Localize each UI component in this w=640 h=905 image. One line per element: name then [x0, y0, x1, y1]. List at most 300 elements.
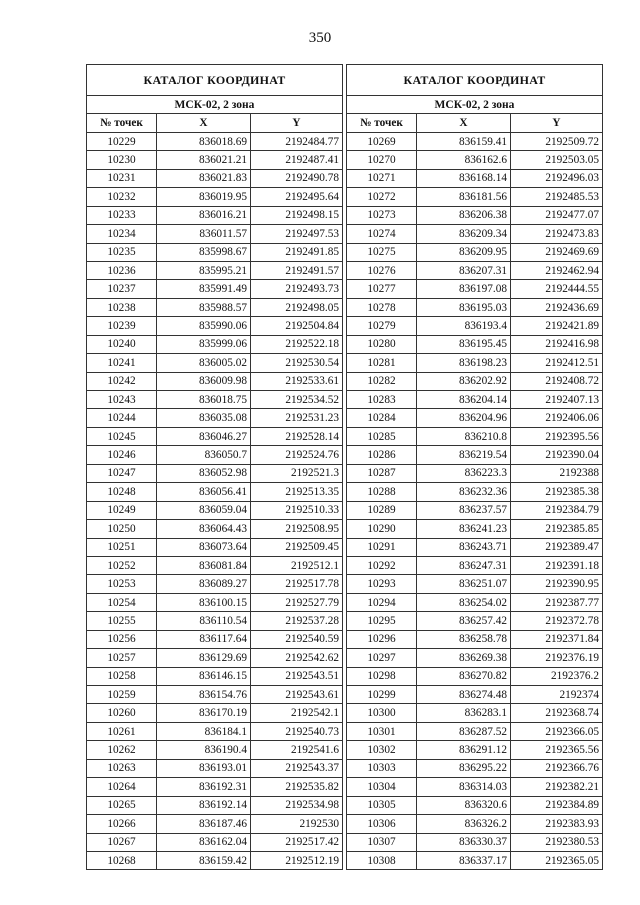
coord-y: 2192543.51	[251, 667, 343, 685]
coord-x: 836287.52	[417, 722, 511, 740]
coord-x: 836170.19	[157, 704, 251, 722]
coord-y: 2192533.61	[251, 372, 343, 390]
coord-y: 2192387.77	[511, 593, 603, 611]
table-row	[347, 593, 603, 611]
point-number: 10235	[87, 243, 157, 261]
point-number: 10245	[87, 427, 157, 445]
coord-y: 2192509.72	[511, 132, 603, 150]
coord-y: 2192380.53	[511, 833, 603, 851]
coord-y: 2192534.52	[251, 391, 343, 409]
table-row	[347, 132, 603, 150]
table-row	[87, 778, 343, 796]
coord-x: 836192.14	[157, 796, 251, 814]
coord-x: 836295.22	[417, 759, 511, 777]
point-number: 10279	[347, 317, 417, 335]
catalog-table-left	[86, 64, 343, 870]
coord-y: 2192376.19	[511, 649, 603, 667]
point-number: 10269	[347, 132, 417, 150]
point-number: 10268	[87, 851, 157, 869]
coord-x: 836168.14	[417, 169, 511, 187]
point-number: 10257	[87, 649, 157, 667]
coord-y: 2192365.56	[511, 741, 603, 759]
table-row	[347, 335, 603, 353]
coord-y: 2192527.79	[251, 593, 343, 611]
point-number: 10294	[347, 593, 417, 611]
coord-y: 2192530	[251, 815, 343, 833]
table-row	[87, 188, 343, 206]
coord-x: 836187.46	[157, 815, 251, 833]
point-number: 10242	[87, 372, 157, 390]
point-number: 10283	[347, 391, 417, 409]
coord-y: 2192406.06	[511, 409, 603, 427]
coord-x: 836223.3	[417, 464, 511, 482]
coord-y: 2192366.05	[511, 722, 603, 740]
coord-y: 2192491.57	[251, 261, 343, 279]
coord-y: 2192416.98	[511, 335, 603, 353]
coord-x: 836326.2	[417, 815, 511, 833]
coord-y: 2192491.85	[251, 243, 343, 261]
col-header-x: X	[417, 114, 511, 132]
table-row	[87, 759, 343, 777]
table-row	[87, 335, 343, 353]
table-row	[347, 815, 603, 833]
coord-x: 836251.07	[417, 575, 511, 593]
point-number: 10246	[87, 446, 157, 464]
coord-x: 836100.15	[157, 593, 251, 611]
zone-label: МСК-02, 2 зона	[347, 96, 603, 114]
table-row	[87, 741, 343, 759]
table-row	[347, 575, 603, 593]
table-row	[87, 593, 343, 611]
col-header-num: № точек	[87, 114, 157, 132]
table-row	[347, 556, 603, 574]
point-number: 10232	[87, 188, 157, 206]
table-row	[347, 851, 603, 869]
coord-y: 2192508.95	[251, 520, 343, 538]
coord-y: 2192517.78	[251, 575, 343, 593]
point-number: 10275	[347, 243, 417, 261]
coord-x: 836081.84	[157, 556, 251, 574]
coord-x: 836219.54	[417, 446, 511, 464]
coord-y: 2192484.77	[251, 132, 343, 150]
table-row	[347, 686, 603, 704]
table-row	[347, 520, 603, 538]
table-row	[87, 372, 343, 390]
coord-y: 2192503.05	[511, 151, 603, 169]
point-number: 10233	[87, 206, 157, 224]
catalog-title: КАТАЛОГ КООРДИНАТ	[87, 65, 343, 96]
coord-y: 2192496.03	[511, 169, 603, 187]
coord-y: 2192535.82	[251, 778, 343, 796]
point-number: 10231	[87, 169, 157, 187]
coord-x: 836241.23	[417, 520, 511, 538]
point-number: 10259	[87, 686, 157, 704]
point-number: 10251	[87, 538, 157, 556]
coord-x: 836050.7	[157, 446, 251, 464]
point-number: 10270	[347, 151, 417, 169]
coord-y: 2192521.3	[251, 464, 343, 482]
catalog-table-right	[346, 64, 603, 870]
coord-y: 2192436.69	[511, 298, 603, 316]
table-row	[87, 132, 343, 150]
coord-y: 2192421.89	[511, 317, 603, 335]
table-row	[87, 612, 343, 630]
table-row	[87, 667, 343, 685]
table-row	[87, 483, 343, 501]
coord-x: 836270.82	[417, 667, 511, 685]
coord-y: 2192541.6	[251, 741, 343, 759]
table-row	[87, 851, 343, 869]
table-row	[347, 280, 603, 298]
table-row	[347, 206, 603, 224]
coord-x: 836154.76	[157, 686, 251, 704]
coord-y: 2192390.95	[511, 575, 603, 593]
coord-x: 836320.6	[417, 796, 511, 814]
point-number: 10264	[87, 778, 157, 796]
coord-x: 836073.64	[157, 538, 251, 556]
table-row	[87, 261, 343, 279]
table-row	[347, 317, 603, 335]
coord-x: 836237.57	[417, 501, 511, 519]
coord-y: 2192444.55	[511, 280, 603, 298]
table-row	[347, 667, 603, 685]
catalog-title: КАТАЛОГ КООРДИНАТ	[347, 65, 603, 96]
table-row	[347, 796, 603, 814]
coord-x: 836202.92	[417, 372, 511, 390]
coord-y: 2192517.42	[251, 833, 343, 851]
coord-x: 836254.02	[417, 593, 511, 611]
point-number: 10288	[347, 483, 417, 501]
coord-y: 2192368.74	[511, 704, 603, 722]
point-number: 10250	[87, 520, 157, 538]
coord-x: 836209.34	[417, 225, 511, 243]
table-row	[87, 427, 343, 445]
point-number: 10289	[347, 501, 417, 519]
point-number: 10261	[87, 722, 157, 740]
coord-y: 2192528.14	[251, 427, 343, 445]
point-number: 10305	[347, 796, 417, 814]
coord-y: 2192485.53	[511, 188, 603, 206]
coord-x: 836291.12	[417, 741, 511, 759]
coord-x: 835988.57	[157, 298, 251, 316]
table-row	[347, 612, 603, 630]
table-row	[87, 409, 343, 427]
coord-y: 2192498.15	[251, 206, 343, 224]
coord-x: 836159.42	[157, 851, 251, 869]
table-body-right	[347, 132, 603, 870]
point-number: 10297	[347, 649, 417, 667]
table-row	[347, 151, 603, 169]
coord-y: 2192524.76	[251, 446, 343, 464]
coord-x: 836018.75	[157, 391, 251, 409]
table-row	[87, 151, 343, 169]
coord-x: 836269.38	[417, 649, 511, 667]
coord-y: 2192412.51	[511, 354, 603, 372]
point-number: 10234	[87, 225, 157, 243]
table-row	[347, 243, 603, 261]
point-number: 10307	[347, 833, 417, 851]
point-number: 10301	[347, 722, 417, 740]
point-number: 10229	[87, 132, 157, 150]
coord-y: 2192497.53	[251, 225, 343, 243]
table-row	[87, 686, 343, 704]
coord-x: 836198.23	[417, 354, 511, 372]
point-number: 10299	[347, 686, 417, 704]
coord-y: 2192542.1	[251, 704, 343, 722]
coord-x: 836232.36	[417, 483, 511, 501]
point-number: 10240	[87, 335, 157, 353]
coord-x: 836192.31	[157, 778, 251, 796]
coord-x: 836129.69	[157, 649, 251, 667]
coord-y: 2192382.21	[511, 778, 603, 796]
table-row	[87, 520, 343, 538]
point-number: 10249	[87, 501, 157, 519]
table-row	[87, 796, 343, 814]
coord-x: 836009.98	[157, 372, 251, 390]
coord-x: 836195.45	[417, 335, 511, 353]
col-header-num: № точек	[347, 114, 417, 132]
coord-x: 836193.01	[157, 759, 251, 777]
coord-x: 836210.8	[417, 427, 511, 445]
point-number: 10262	[87, 741, 157, 759]
coord-x: 836021.83	[157, 169, 251, 187]
table-row	[347, 501, 603, 519]
coord-y: 2192510.33	[251, 501, 343, 519]
coord-y: 2192498.05	[251, 298, 343, 316]
coord-x: 835991.49	[157, 280, 251, 298]
point-number: 10298	[347, 667, 417, 685]
point-number: 10291	[347, 538, 417, 556]
table-row	[87, 649, 343, 667]
coord-y: 2192384.79	[511, 501, 603, 519]
table-row	[87, 298, 343, 316]
point-number: 10255	[87, 612, 157, 630]
table-body-left	[87, 132, 343, 870]
table-row	[87, 630, 343, 648]
point-number: 10285	[347, 427, 417, 445]
table-row	[87, 464, 343, 482]
point-number: 10252	[87, 556, 157, 574]
table-row	[347, 722, 603, 740]
coord-y: 2192504.84	[251, 317, 343, 335]
point-number: 10287	[347, 464, 417, 482]
point-number: 10284	[347, 409, 417, 427]
coord-y: 2192391.18	[511, 556, 603, 574]
coord-y: 2192490.78	[251, 169, 343, 187]
table-row	[87, 704, 343, 722]
coord-x: 836207.31	[417, 261, 511, 279]
point-number: 10256	[87, 630, 157, 648]
point-number: 10238	[87, 298, 157, 316]
coord-x: 836064.43	[157, 520, 251, 538]
point-number: 10253	[87, 575, 157, 593]
table-row	[87, 446, 343, 464]
coord-x: 836258.78	[417, 630, 511, 648]
table-row	[87, 501, 343, 519]
coord-y: 2192493.73	[251, 280, 343, 298]
point-number: 10272	[347, 188, 417, 206]
coord-y: 2192469.69	[511, 243, 603, 261]
point-number: 10254	[87, 593, 157, 611]
coord-x: 836184.1	[157, 722, 251, 740]
coord-x: 836110.54	[157, 612, 251, 630]
coord-x: 836204.96	[417, 409, 511, 427]
coord-y: 2192389.47	[511, 538, 603, 556]
table-row	[87, 243, 343, 261]
point-number: 10300	[347, 704, 417, 722]
table-row	[347, 538, 603, 556]
coord-y: 2192385.38	[511, 483, 603, 501]
coord-y: 2192512.19	[251, 851, 343, 869]
table-row	[87, 556, 343, 574]
coord-x: 836059.04	[157, 501, 251, 519]
point-number: 10276	[347, 261, 417, 279]
coord-y: 2192540.59	[251, 630, 343, 648]
point-number: 10286	[347, 446, 417, 464]
coord-x: 836146.15	[157, 667, 251, 685]
coord-y: 2192473.83	[511, 225, 603, 243]
coord-x: 836159.41	[417, 132, 511, 150]
table-row	[347, 464, 603, 482]
table-row	[347, 833, 603, 851]
coord-x: 836021.21	[157, 151, 251, 169]
point-number: 10296	[347, 630, 417, 648]
coord-x: 836089.27	[157, 575, 251, 593]
table-row	[87, 722, 343, 740]
coord-y: 2192509.45	[251, 538, 343, 556]
point-number: 10292	[347, 556, 417, 574]
coord-x: 836330.37	[417, 833, 511, 851]
coord-x: 836052.98	[157, 464, 251, 482]
coord-x: 836283.1	[417, 704, 511, 722]
coord-y: 2192512.1	[251, 556, 343, 574]
coord-y: 2192530.54	[251, 354, 343, 372]
table-row	[87, 169, 343, 187]
point-number: 10282	[347, 372, 417, 390]
coord-y: 2192543.61	[251, 686, 343, 704]
table-row	[347, 649, 603, 667]
coord-x: 835995.21	[157, 261, 251, 279]
coord-x: 836204.14	[417, 391, 511, 409]
coord-y: 2192390.04	[511, 446, 603, 464]
point-number: 10266	[87, 815, 157, 833]
table-row	[87, 206, 343, 224]
table-row	[347, 741, 603, 759]
page-number: 350	[308, 30, 332, 46]
table-row	[347, 298, 603, 316]
coord-x: 836181.56	[417, 188, 511, 206]
table-row	[347, 446, 603, 464]
point-number: 10304	[347, 778, 417, 796]
table-row	[87, 317, 343, 335]
point-number: 10248	[87, 483, 157, 501]
coord-x: 836019.95	[157, 188, 251, 206]
point-number: 10239	[87, 317, 157, 335]
coord-y: 2192537.28	[251, 612, 343, 630]
coord-y: 2192495.64	[251, 188, 343, 206]
coord-x: 836018.69	[157, 132, 251, 150]
coord-x: 836247.31	[417, 556, 511, 574]
coord-y: 2192366.76	[511, 759, 603, 777]
point-number: 10247	[87, 464, 157, 482]
table-row	[347, 427, 603, 445]
coord-x: 836209.95	[417, 243, 511, 261]
table-row	[347, 225, 603, 243]
table-row	[87, 538, 343, 556]
coord-y: 2192376.2	[511, 667, 603, 685]
point-number: 10290	[347, 520, 417, 538]
point-number: 10230	[87, 151, 157, 169]
point-number: 10241	[87, 354, 157, 372]
point-number: 10302	[347, 741, 417, 759]
coord-y: 2192385.85	[511, 520, 603, 538]
coord-x: 835998.67	[157, 243, 251, 261]
coord-y: 2192542.62	[251, 649, 343, 667]
point-number: 10271	[347, 169, 417, 187]
coord-x: 836117.64	[157, 630, 251, 648]
coord-x: 836162.04	[157, 833, 251, 851]
coord-x: 836035.08	[157, 409, 251, 427]
point-number: 10267	[87, 833, 157, 851]
table-row	[87, 575, 343, 593]
coord-x: 836011.57	[157, 225, 251, 243]
point-number: 10243	[87, 391, 157, 409]
coord-x: 836016.21	[157, 206, 251, 224]
table-row	[87, 815, 343, 833]
coord-y: 2192371.84	[511, 630, 603, 648]
table-row	[347, 630, 603, 648]
table-row	[87, 833, 343, 851]
coord-x: 836190.4	[157, 741, 251, 759]
table-row	[87, 354, 343, 372]
point-number: 10260	[87, 704, 157, 722]
coord-x: 836162.6	[417, 151, 511, 169]
table-row	[347, 188, 603, 206]
col-header-y: Y	[251, 114, 343, 132]
point-number: 10295	[347, 612, 417, 630]
coord-x: 836193.4	[417, 317, 511, 335]
coord-y: 2192513.35	[251, 483, 343, 501]
point-number: 10265	[87, 796, 157, 814]
coord-y: 2192487.41	[251, 151, 343, 169]
table-row	[87, 225, 343, 243]
coord-x: 836195.03	[417, 298, 511, 316]
point-number: 10244	[87, 409, 157, 427]
point-number: 10278	[347, 298, 417, 316]
coord-y: 2192522.18	[251, 335, 343, 353]
table-row	[347, 759, 603, 777]
table-row	[347, 483, 603, 501]
point-number: 10303	[347, 759, 417, 777]
coord-x: 836274.48	[417, 686, 511, 704]
point-number: 10281	[347, 354, 417, 372]
point-number: 10308	[347, 851, 417, 869]
table-row	[347, 261, 603, 279]
coord-y: 2192534.98	[251, 796, 343, 814]
coord-x: 836056.41	[157, 483, 251, 501]
zone-label: МСК-02, 2 зона	[87, 96, 343, 114]
coord-x: 836005.02	[157, 354, 251, 372]
point-number: 10274	[347, 225, 417, 243]
point-number: 10277	[347, 280, 417, 298]
table-row	[87, 391, 343, 409]
point-number: 10237	[87, 280, 157, 298]
table-row	[347, 778, 603, 796]
table-row	[347, 354, 603, 372]
coord-y: 2192408.72	[511, 372, 603, 390]
point-number: 10280	[347, 335, 417, 353]
table-row	[347, 704, 603, 722]
